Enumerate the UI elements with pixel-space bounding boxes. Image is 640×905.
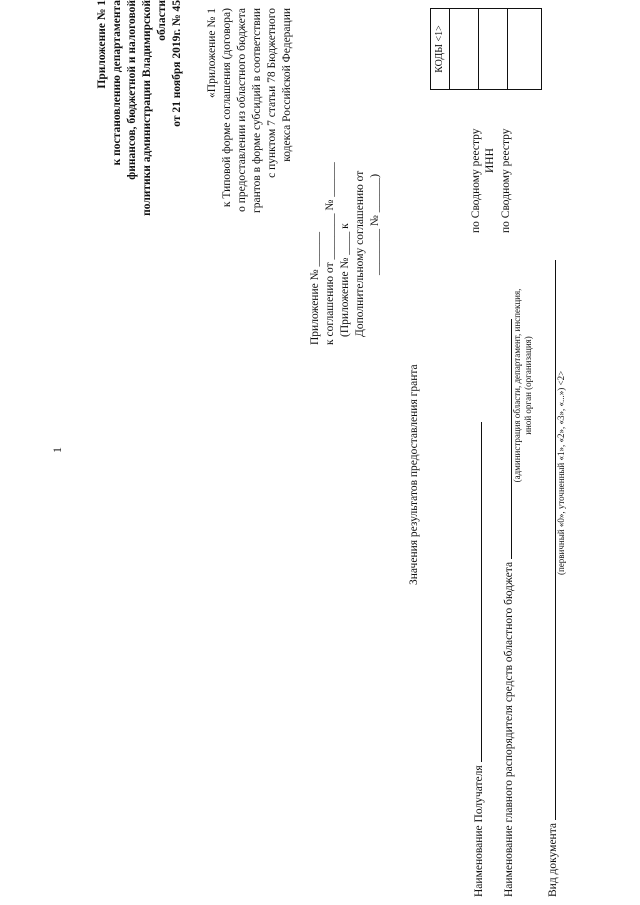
doc-type-input-line[interactable] — [544, 260, 556, 820]
typical-form-line: с пунктом 7 статьи 78 Бюджетного — [266, 8, 278, 178]
typical-form-line: о предоставлении из областного бюджета — [236, 8, 248, 212]
codes-table — [430, 8, 542, 90]
approval-line: области — [156, 0, 168, 41]
agreement-line: Приложение № ______ — [309, 232, 321, 345]
agreement-line: (Приложение № ____ к — [339, 223, 351, 337]
approval-line: финансов, бюджетной и налоговой — [126, 0, 138, 180]
agreement-block — [308, 73, 383, 345]
manager-input-line[interactable] — [500, 319, 512, 559]
typical-form-line: к Типовой форме соглашения (договора) — [221, 8, 233, 208]
agreement-line: ________ № ______) — [369, 173, 381, 275]
typical-form-line: грантов в форме субсидий в соответствии — [251, 8, 263, 213]
approval-line: Приложение № 1 — [96, 0, 108, 89]
document-title: Значения результатов предоставления гранта — [408, 364, 420, 585]
typical-form-line: кодекса Российской Федерации — [281, 8, 293, 162]
recipient-label: Наименование Получателя — [473, 765, 485, 897]
approval-line: от 21 ноября 2019г. № 45 — [171, 0, 183, 127]
manager-caption — [512, 273, 534, 498]
doc-type-caption: (первичный «0», уточненный «1», «2», «3», «...») <2> — [556, 370, 566, 575]
manager-label: Наименование главного распорядителя средств областного бюджета — [503, 561, 515, 897]
recipient-input-line[interactable] — [470, 422, 482, 762]
doc-type-field — [544, 260, 559, 897]
agreement-line: к соглашению от ________ № ______ — [324, 162, 336, 345]
codes-cell-inn[interactable] — [479, 9, 508, 89]
approval-line: политики администрации Владимирской — [141, 0, 153, 216]
page-number: 1 — [50, 447, 64, 453]
registry-label: по Сводному реестру — [500, 128, 512, 233]
typical-form-block — [205, 8, 295, 258]
agreement-line: Дополнительному соглашению от — [354, 170, 366, 337]
codes-cell-registry-2[interactable] — [508, 9, 541, 89]
doc-type-label: Вид документа — [547, 823, 559, 897]
registry-label: по Сводному реестру — [470, 128, 482, 233]
manager-caption-line: (администрация области, департамент, инспекция, — [512, 288, 522, 483]
manager-caption-line: иной орган (организация) — [523, 336, 533, 435]
approval-block — [95, 0, 185, 258]
approval-line: к постановлению департамента — [111, 0, 123, 166]
codes-header: КОДЫ <1> — [431, 9, 450, 89]
recipient-field — [470, 422, 485, 897]
inn-label: ИНН — [484, 148, 496, 173]
typical-form-line: «Приложение № 1 — [206, 8, 218, 98]
codes-cell-registry[interactable] — [450, 9, 479, 89]
